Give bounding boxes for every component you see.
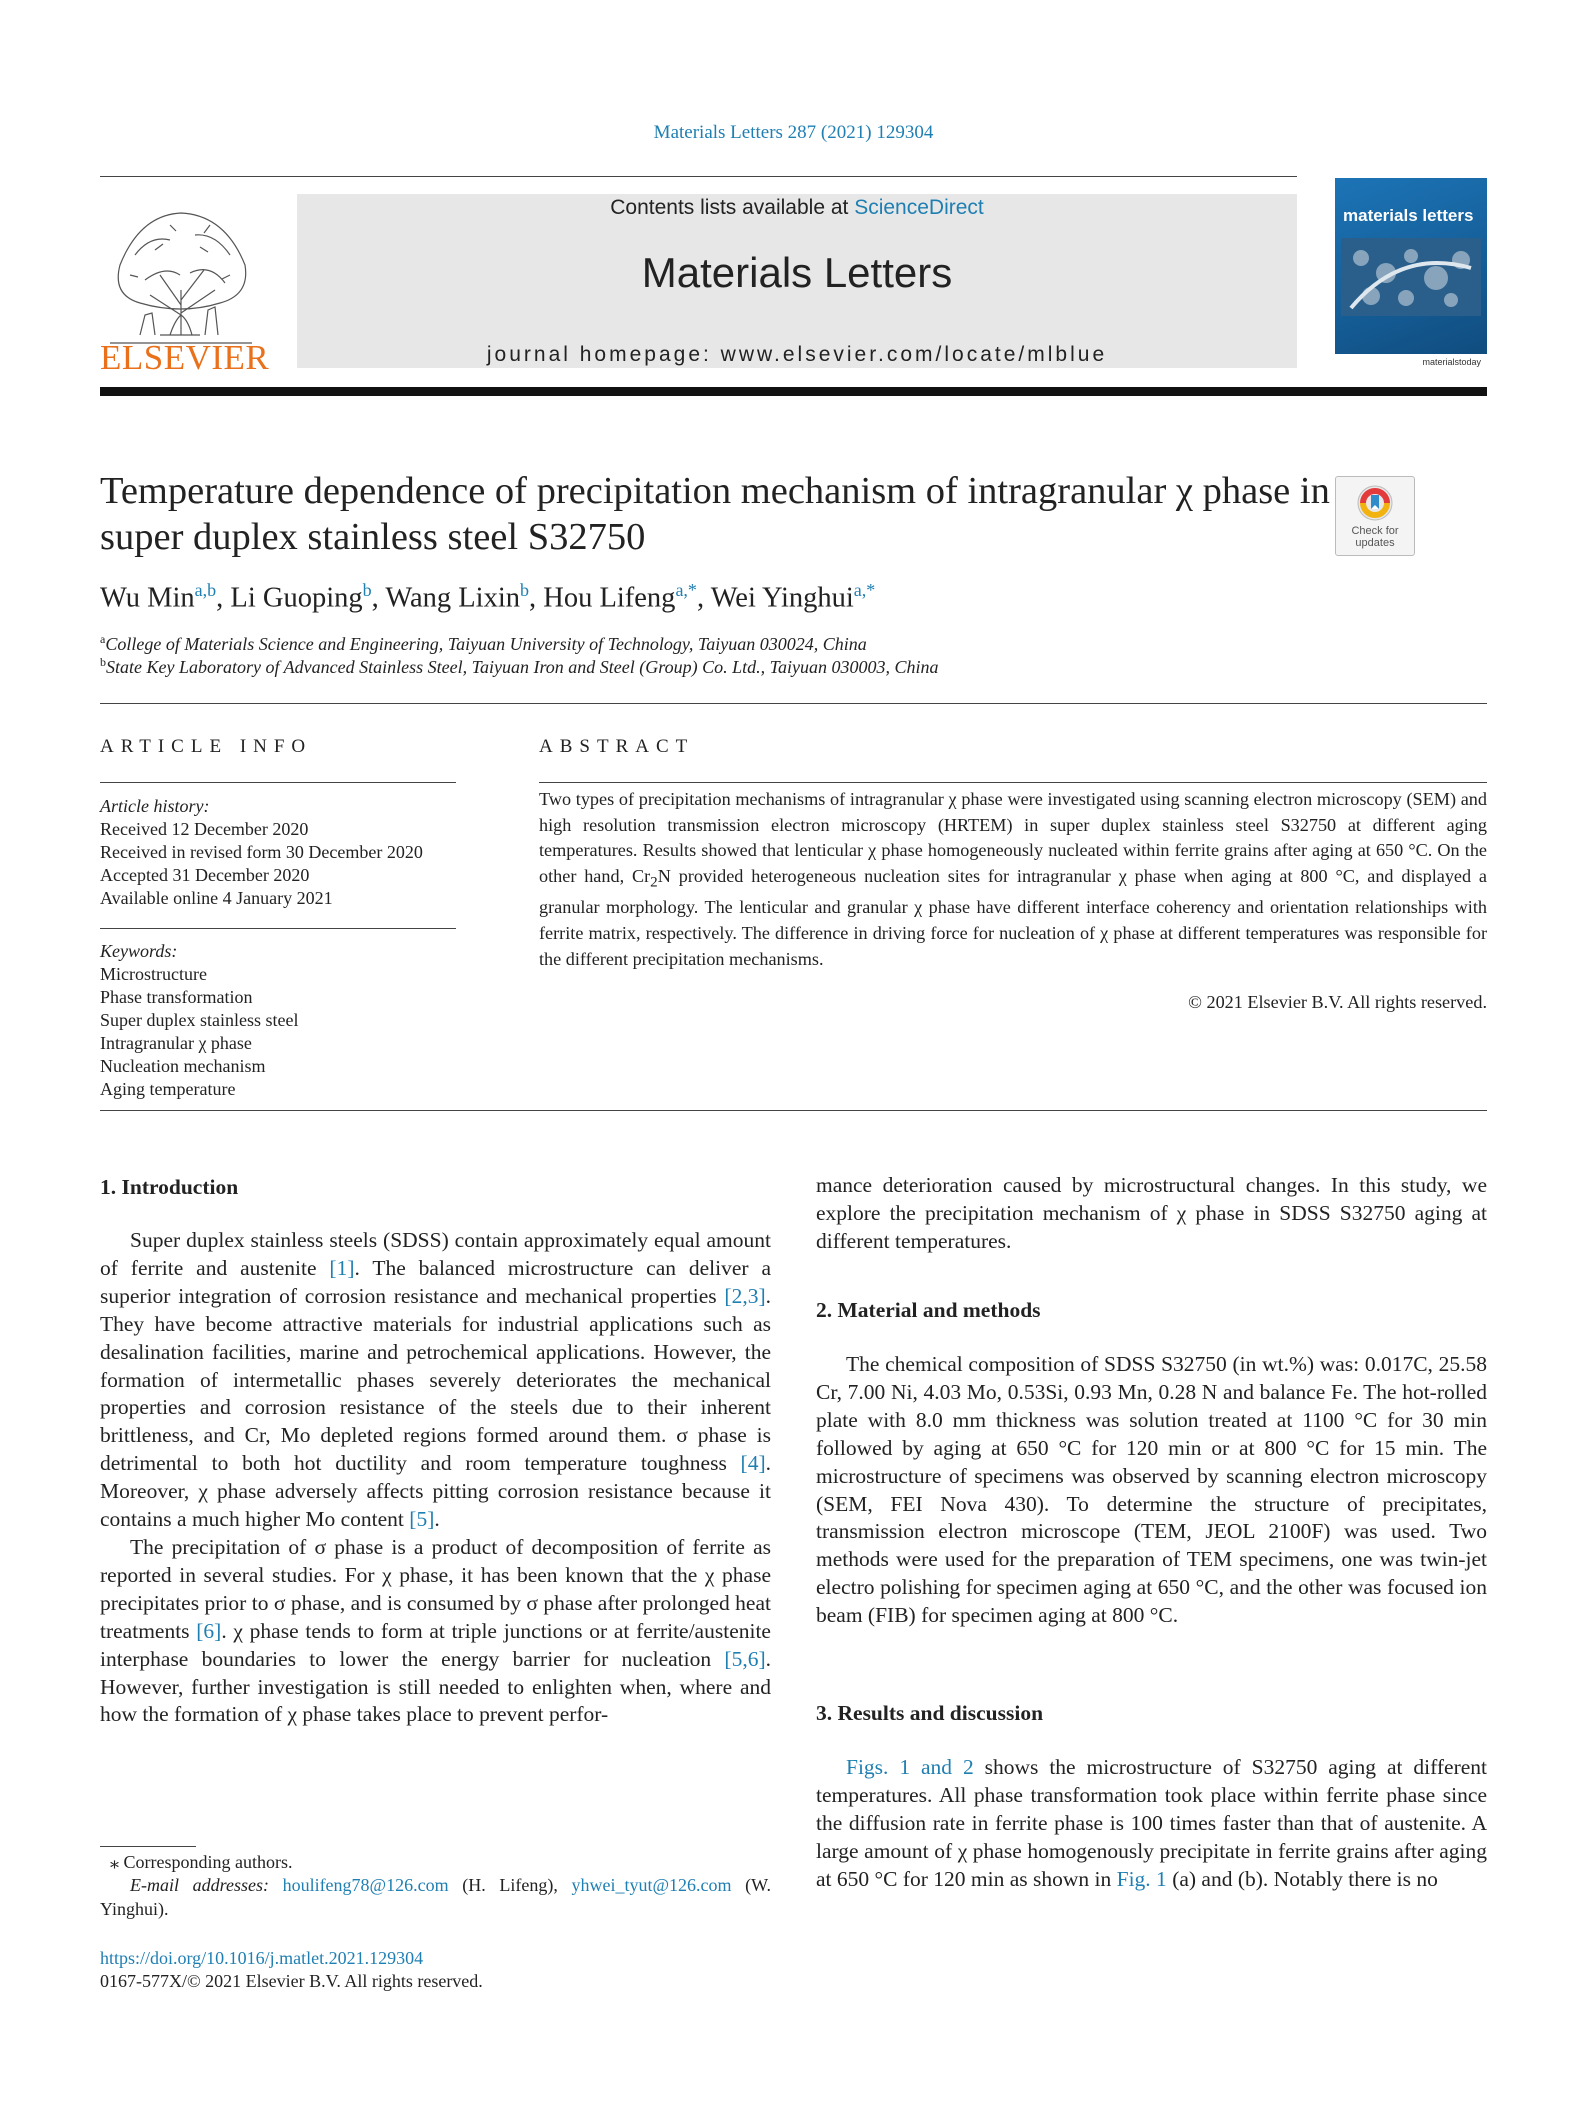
- paragraph-text: . They have become attractive materials for industrial applications such as desalination facilities, marine and petrochemical applications. However, the formation of intermetallic phases severely deteriorates the mechanical properties and corrosion resistance of the steels due to their inherent brittleness, and Cr, Mo depleted regions formed around them. σ phase is detrimental to both hot ductility and room temperature toughness: [100, 1283, 771, 1476]
- methods-text: [816, 1351, 1487, 1630]
- author-name: Li Guoping: [230, 582, 363, 614]
- paragraph-text: . The balanced microstructure can deliver a superior integration of corrosion resistance and mechanical properties: [100, 1255, 771, 1308]
- section-divider: [100, 703, 1487, 704]
- email-link-1[interactable]: houlifeng78@126.com: [282, 1875, 449, 1895]
- citation-link[interactable]: [4]: [740, 1451, 766, 1476]
- homepage-url-link[interactable]: www.elsevier.com/locate/mlblue: [720, 343, 1108, 366]
- author-affiliation-mark[interactable]: a,*: [675, 580, 697, 600]
- article-title: Temperature dependence of precipitation mechanism of intragranular χ phase in super duplex stainless steel S32750: [100, 470, 1330, 558]
- journal-homepage: [297, 343, 1297, 367]
- citation-link[interactable]: Figs. 1 and 2: [846, 1755, 974, 1779]
- contents-prefix: Contents lists available at: [610, 196, 855, 219]
- keyword: Intragranular χ phase: [100, 1033, 252, 1053]
- corresponding-author-note: ⁎ Corresponding authors.: [110, 1852, 293, 1872]
- author-name: Wei Yinghui: [710, 582, 854, 614]
- email-2-owner: (W. Yinghui).: [100, 1875, 771, 1919]
- cover-footer-text: materialstoday: [1422, 357, 1481, 367]
- abstract-part: Two types of precipitation mechanisms of intragranular χ phase were investigated using scanning electron microscopy (SEM) and high resolution transmission electron microscopy (HRTEM) in super duplex stainless steel S32750 at different aging temperatures. Results showed that lenticular χ phase homogeneously nucleated within ferrite grains after aging at 650 °C. On the other hand, Cr: [539, 789, 1487, 887]
- methods-heading: 2. Material and methods: [816, 1298, 1041, 1322]
- keyword: Nucleation mechanism: [100, 1056, 266, 1076]
- keyword: Phase transformation: [100, 987, 253, 1007]
- citation-link[interactable]: Fig. 1: [1116, 1866, 1167, 1891]
- citation-link[interactable]: [1]: [329, 1255, 355, 1280]
- journal-citation-link[interactable]: Materials Letters 287 (2021) 129304: [653, 122, 934, 143]
- citation-link[interactable]: [5]: [409, 1507, 435, 1532]
- keyword: Super duplex stainless steel: [100, 1010, 299, 1030]
- section-divider: [100, 1110, 1487, 1111]
- keyword: Microstructure: [100, 964, 207, 984]
- abstract-copyright: © 2021 Elsevier B.V. All rights reserved.: [1188, 992, 1487, 1012]
- paragraph-text: . However, further investigation is still needed to enlighten when, where and how the formation of χ phase takes place to prevent perfor-: [100, 1646, 771, 1727]
- crossmark-icon: [1336, 477, 1414, 525]
- results-text: [816, 1754, 1487, 1894]
- abstract-heading: ABSTRACT: [539, 736, 695, 757]
- author-name: Wu Min: [100, 582, 195, 614]
- author-affiliation-mark[interactable]: b: [362, 580, 372, 600]
- paragraph-text: .: [434, 1507, 440, 1532]
- affiliation-text: State Key Laboratory of Advanced Stainless Steel, Taiyuan Iron and Steel (Group) Co. Ltd., Taiyuan 030003, China: [106, 657, 939, 677]
- introduction-text: [100, 1227, 771, 1729]
- footnote-divider: [100, 1846, 196, 1847]
- history-item: Available online 4 January 2021: [100, 888, 333, 908]
- check-for-updates-button[interactable]: [1335, 476, 1415, 556]
- cover-title: materials letters: [1343, 206, 1474, 225]
- contents-availability: [297, 196, 1297, 220]
- paragraph-text: Super duplex stainless steels (SDSS) contain approximately equal amount of ferrite and austenite: [100, 1228, 771, 1280]
- abstract-divider: [539, 782, 1487, 783]
- elsevier-wordmark: ELSEVIER: [100, 338, 270, 377]
- introduction-continuation-paragraph: mance deterioration caused by microstructural changes. In this study, we explore the precipitation mechanism of χ phase in SDSS S32750 aging at different temperatures.: [816, 1173, 1487, 1253]
- history-item: Received 12 December 2020: [100, 819, 309, 839]
- author-name: Hou Lifeng: [543, 582, 676, 614]
- cover-micrograph: [1341, 238, 1481, 316]
- crossmark-label: [1336, 525, 1414, 549]
- email-addresses: [100, 1874, 771, 1921]
- results-heading: 3. Results and discussion: [816, 1701, 1044, 1725]
- affiliation-text: College of Materials Science and Engineering, Taiyuan University of Technology, Taiyuan 030024, China: [105, 634, 867, 654]
- introduction-paragraph-2: [100, 1534, 771, 1729]
- author-affiliation-mark[interactable]: a,b: [194, 580, 217, 600]
- header-divider: [100, 176, 1297, 177]
- header-thick-rule: [100, 387, 1487, 396]
- introduction-paragraph-1: [100, 1227, 771, 1534]
- paragraph-text: . χ phase tends to form at triple junctions or at ferrite/austenite interphase boundaries to lower the energy barrier for nucleation: [100, 1618, 771, 1671]
- affiliation-mark: a: [100, 632, 106, 646]
- article-info-heading: ARTICLE INFO: [100, 736, 313, 757]
- introduction-continuation: [816, 1172, 1487, 1256]
- issn-copyright: 0167-577X/© 2021 Elsevier B.V. All rights reserved.: [100, 1971, 483, 1991]
- journal-cover-image[interactable]: [1335, 178, 1487, 368]
- paragraph-text: shows the microstructure of S32750 aging at different temperatures. All phase transformation took place within ferrite phase since the diffusion rate in ferrite phase is 100 times faster than that of austenite. A large amount of χ phase homogenously precipitate in ferrite grains after aging at 650 °C for 120 min as shown in: [816, 1755, 1488, 1891]
- email-link-2[interactable]: yhwei_tyut@126.com: [571, 1875, 732, 1895]
- email-1-owner: (H. Lifeng),: [462, 1875, 558, 1895]
- results-paragraph: [816, 1754, 1487, 1894]
- author-affiliation-mark[interactable]: b: [520, 580, 529, 600]
- citation-link[interactable]: [2,3]: [724, 1283, 766, 1308]
- sciencedirect-link[interactable]: ScienceDirect: [854, 196, 984, 219]
- paragraph-text: The precipitation of σ phase is a product of decomposition of ferrite as reported in several studies. For χ phase, it has been known that the χ phase precipitates prior to σ phase, and is consumed by σ phase after prolonged heat treatments: [100, 1534, 771, 1643]
- methods-paragraph: The chemical composition of SDSS S32750 (in wt.%) was: 0.017C, 25.58 Cr, 7.00 Ni, 4.03 Mo, 0.53Si, 0.93 Mn, 0.28 N and balance Fe. The hot-rolled plate with 8.0 mm thickness was solution treated at 1100 °C for 30 min followed by aging at 650 °C for 120 min or at 800 °C for 15 min. The microstructure of specimens was observed by scanning electron microscopy (SEM, FEI Nova 430). To determine the structure of precipitates, transmission electron microscope (TEM, JEOL 2100F) was used. Two methods were used for the preparation of TEM specimens, one was twin-jet electro polishing for specimen aging at 650 °C, and the other was focused ion beam (FIB) for specimen aging at 800 °C.: [816, 1352, 1487, 1628]
- email-label: E-mail addresses:: [130, 1875, 269, 1895]
- paragraph-text: (a) and (b). Notably there is no: [1166, 1866, 1438, 1891]
- author-list: Wu Min$^{a,b}$, Li Guoping$^b$, Wang Lixin$^b$, Hou Lifeng$^{a,*}$, Wei Yinghui$^{a,*}$: [100, 580, 876, 614]
- abstract-subscript: 2: [650, 873, 658, 891]
- journal-name: Materials Letters: [641, 249, 953, 296]
- crossmark-label-line-2: updates: [1355, 537, 1395, 549]
- citation-link[interactable]: [6]: [196, 1618, 222, 1643]
- history-item: Accepted 31 December 2020: [100, 865, 310, 885]
- abstract-part: N provided heterogeneous nucleation sites for intragranular χ phase when aging at 800 °C, and displayed a granular morphology. The lenticular and granular χ phase have different interface coherency and orientation relationships with ferrite matrix, respectively. The difference in driving force for nucleation of χ phase at different temperatures was responsible for the different precipitation mechanisms.: [539, 866, 1487, 969]
- affiliation-b: [100, 655, 938, 678]
- paragraph-text: . Moreover, χ phase adversely affects pitting corrosion resistance because it contains a much higher Mo content: [100, 1451, 771, 1532]
- affiliation-mark: b: [100, 655, 106, 669]
- keywords-label: Keywords:: [100, 941, 178, 961]
- article-info-divider: [100, 928, 456, 929]
- affiliation-a: [100, 632, 867, 655]
- abstract-text: [539, 787, 1487, 973]
- doi-link[interactable]: https://doi.org/10.1016/j.matlet.2021.129304: [100, 1948, 424, 1968]
- citation-link[interactable]: [5,6]: [724, 1646, 766, 1671]
- article-info-divider: [100, 782, 456, 783]
- author-name: Wang Lixin: [385, 582, 520, 614]
- crossmark-label-line-1: Check for: [1351, 525, 1399, 537]
- keyword: Aging temperature: [100, 1079, 236, 1099]
- introduction-heading: 1. Introduction: [100, 1175, 239, 1199]
- history-label: Article history:: [100, 796, 210, 816]
- history-item: Received in revised form 30 December 2020: [100, 842, 423, 862]
- homepage-prefix: journal homepage:: [486, 343, 721, 366]
- author-affiliation-mark[interactable]: a,*: [853, 580, 876, 600]
